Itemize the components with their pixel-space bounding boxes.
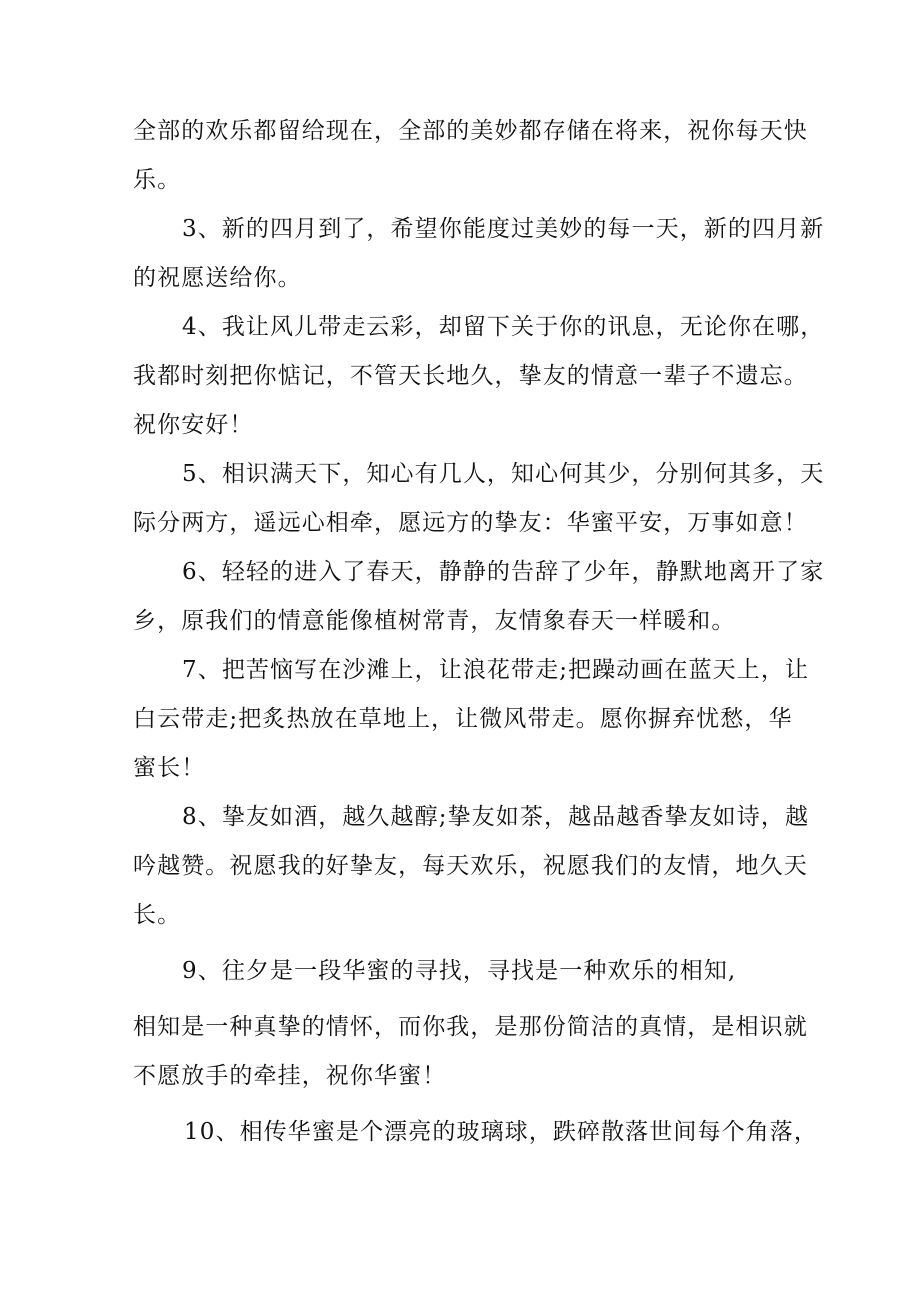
text-line-6: 我都时刻把你惦记，不管天长地久，挚友的情意一辈子不遗忘。 <box>133 363 808 389</box>
text-line-4: 的祝愿送给你。 <box>133 265 302 291</box>
text-line-5: 4、我让风儿带走云彩，却留下关于你的讯息，无论你在哪， <box>182 314 825 340</box>
text-line-13: 白云带走;把炙热放在草地上，让微风带走。愿你摒弃忧愁，华 <box>133 706 793 732</box>
text-line-21: 10、相传华蜜是个漂亮的玻璃球，跌碎散落世间每个角落， <box>184 1119 818 1145</box>
text-line-20: 不愿放手的牵挂，祝你华蜜！ <box>133 1063 447 1089</box>
text-line-3: 3、新的四月到了，希望你能度过美妙的每一天，新的四月新 <box>182 216 825 242</box>
text-line-1: 全部的欢乐都留给现在，全部的美妙都存储在将来，祝你每天快 <box>133 118 808 144</box>
text-line-18: 9、往夕是一段华蜜的寻找，寻找是一种欢乐的相知, <box>182 958 737 984</box>
text-line-7: 祝你安好！ <box>133 412 254 438</box>
text-line-2: 乐。 <box>133 167 182 193</box>
text-line-17: 长。 <box>133 902 182 928</box>
text-line-12: 7、把苦恼写在沙滩上，让浪花带走;把躁动画在蓝天上，让 <box>182 657 810 683</box>
text-line-11: 乡，原我们的情意能像植树常青，友情象春天一样暖和。 <box>133 608 736 634</box>
text-line-15: 8、挚友如酒，越久越醇;挚友如茶，越品越香挚友如诗，越 <box>182 804 810 830</box>
text-line-8: 5、相识满天下，知心有几人，知心何其少，分别何其多，天 <box>182 461 825 487</box>
text-line-19: 相知是一种真挚的情怀，而你我，是那份简洁的真情，是相识就 <box>133 1014 808 1040</box>
text-line-10: 6、轻轻的进入了春天，静静的告辞了少年，静默地离开了家 <box>182 559 825 585</box>
text-line-9: 际分两方，遥远心相牵，愿远方的挚友：华蜜平安，万事如意！ <box>133 510 808 536</box>
text-line-14: 蜜长！ <box>133 755 206 781</box>
text-line-16: 吟越赞。祝愿我的好挚友，每天欢乐，祝愿我们的友情，地久天 <box>133 853 808 879</box>
